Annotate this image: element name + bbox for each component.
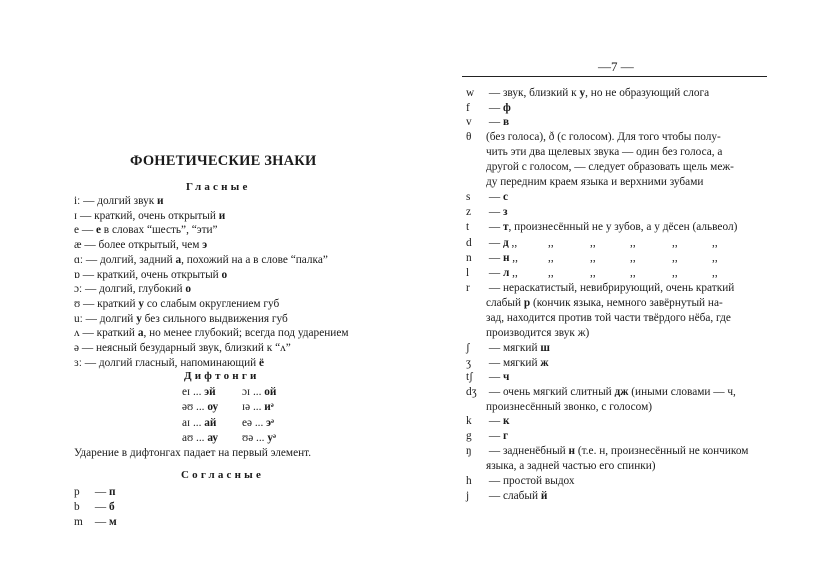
header-rule (462, 76, 767, 77)
russian-equivalent: е (95, 224, 101, 237)
ditto-mark: ,, (548, 252, 554, 264)
description-text: — краткий (80, 297, 139, 310)
ditto-mark: ,, (630, 237, 636, 249)
description-text: (без голоса), ð (с голосом). Для того чтобы полу- (486, 131, 721, 143)
diphthongs-heading: Дифтонги (184, 370, 260, 382)
diphthong-cell (242, 416, 302, 431)
russian-equivalent: у (136, 312, 142, 325)
phonetic-symbol: ʊ (74, 297, 81, 310)
phonetic-symbol: z (466, 206, 472, 218)
description-text: языка, а задней частью его спинки) (486, 460, 656, 472)
consonant-row (466, 266, 518, 281)
phonetic-symbol: ɔː (74, 283, 83, 296)
description-text: слабый р (кончик языка, немного завёрнутый на- (486, 297, 723, 309)
dash: — (92, 486, 109, 498)
phonetic-symbol: ʒ (466, 357, 472, 369)
ditto-mark: ,, (630, 252, 636, 264)
description-text: — з (486, 206, 508, 218)
vowel-row (74, 326, 348, 341)
russian-equivalent: г (502, 430, 509, 442)
consonant-row (74, 485, 115, 500)
description-text: — простой выдох (486, 475, 575, 487)
phonetic-symbol: r (466, 282, 470, 294)
phonetic-symbol: aɪ ... (182, 416, 205, 429)
phonetic-symbol: m (74, 516, 83, 528)
description-text: — ч (486, 371, 510, 383)
diphthong-row (182, 431, 302, 446)
russian-equivalent: о (185, 283, 192, 296)
description-text: — звук, близкий к у, но не образующий слога (486, 87, 710, 99)
description-text: — более открытый, чем (81, 239, 203, 252)
russian-equivalent: р (523, 297, 531, 309)
diphthong-row (182, 385, 302, 400)
phonetic-symbol: tʃ (466, 371, 473, 383)
russian-equivalent: а (137, 327, 144, 340)
ditto-mark: ,, (548, 237, 554, 249)
consonant-row (466, 400, 652, 415)
description-text: — д ,, (486, 237, 518, 249)
russian-equivalent: э (202, 239, 208, 252)
russian-equivalent: а (175, 253, 182, 266)
description-text: — мягкий ш (486, 342, 550, 354)
consonant-row (466, 429, 508, 444)
ditto-mark: ,, (672, 252, 678, 264)
phonetic-symbol: ʃ (466, 342, 470, 354)
consonant-row (466, 220, 737, 235)
description-text: — очень мягкий слитный дж (иными словами — ч, (486, 386, 736, 398)
description-text: , похожий на а в слове “палка” (181, 253, 328, 266)
vowel-row (74, 268, 227, 283)
vowel-row (74, 282, 191, 297)
description-text: — ф (486, 102, 511, 114)
russian-equivalent: м (108, 516, 117, 528)
russian-equivalent: ж (540, 357, 549, 369)
russian-equivalent: у (579, 87, 586, 99)
description-text: — н ,, (486, 252, 518, 264)
russian-equivalent: ё (259, 356, 265, 369)
russian-equivalent: с (502, 191, 508, 203)
consonant-row (466, 86, 709, 101)
russian-equivalent: л (502, 267, 510, 279)
phonetic-symbol: ə (74, 342, 80, 354)
russian-equivalent: ау (207, 431, 219, 444)
ditto-mark: ,, (712, 267, 718, 279)
description-text: в словах “шесть”, “эти” (100, 224, 218, 237)
russian-equivalent: иᵊ (264, 401, 274, 414)
russian-equivalent: ай (204, 416, 217, 429)
phonetic-symbol: iː (74, 195, 81, 207)
phonetic-symbol: g (466, 430, 472, 442)
vowel-row (74, 253, 328, 268)
phonetic-symbol: aʊ ... (182, 431, 208, 444)
description-text: — долгий (82, 312, 137, 325)
phonetic-symbol: p (74, 486, 80, 498)
russian-equivalent: д (502, 237, 509, 249)
phonetic-symbol: d (466, 237, 472, 249)
description-text: — нераскатистый, невибрирующий, очень краткий (486, 282, 735, 294)
description-text: произнесённый звонко, с голосом) (486, 401, 653, 413)
consonant-row (466, 326, 589, 341)
ditto-mark: ,, (712, 252, 718, 264)
description-text: — мягкий ж (486, 357, 549, 369)
description-text: — задненёбный н (т.е. н, произнесённый не кончиком (486, 445, 749, 457)
diphthong-note: Ударение в дифтонгах падает на первый элемент. (74, 447, 312, 459)
phonetic-symbol: əʊ ... (182, 401, 208, 414)
phonetic-symbol: l (466, 267, 470, 279)
consonant-row (466, 311, 731, 326)
russian-equivalent: к (502, 415, 510, 427)
vowel-row (74, 297, 279, 312)
consonant-row (74, 500, 115, 515)
vowel-row (74, 356, 264, 371)
page-title: ФОНЕТИЧЕСКИЕ ЗНАКИ (130, 153, 317, 169)
consonant-row (466, 459, 656, 474)
russian-equivalent: и (218, 209, 226, 222)
russian-equivalent: й (540, 490, 548, 502)
vowel-row (74, 312, 288, 327)
consonant-row (466, 370, 509, 385)
russian-equivalent: дж (614, 386, 629, 398)
phonetic-symbol: j (466, 490, 470, 502)
phonetic-symbol: eə ... (242, 416, 267, 429)
consonant-row (466, 296, 723, 311)
russian-equivalent: эᵊ (266, 416, 274, 429)
russian-equivalent: ч (502, 371, 510, 383)
phonetic-symbol: uː (74, 312, 83, 325)
consonant-row (466, 190, 508, 205)
russian-equivalent: н (502, 252, 510, 264)
description-text: со слабым округлением губ (144, 297, 280, 310)
description-text: производится звук ж) (486, 327, 590, 339)
ditto-mark: ,, (548, 267, 554, 279)
description-text: — слабый й (486, 490, 548, 502)
consonant-row (466, 115, 509, 130)
consonant-row (466, 160, 734, 175)
ditto-mark: ,, (712, 237, 718, 249)
diphthong-cell (182, 385, 242, 400)
consonant-row (466, 281, 734, 296)
vowel-row (74, 223, 218, 238)
diphthong-row (182, 400, 302, 415)
diphthong-cell (242, 385, 302, 400)
description-text: — долгий звук (80, 195, 158, 207)
description-text: — краткий (79, 327, 138, 340)
description-text: — с (486, 191, 508, 203)
vowel-row (74, 238, 207, 253)
consonant-row (466, 474, 575, 489)
description-text: — краткий, очень открытый (79, 268, 222, 281)
phonetic-symbol: ʊə ... (242, 431, 268, 444)
dash: — (92, 516, 109, 528)
russian-equivalent: уᵊ (267, 431, 276, 444)
consonant-row (466, 341, 550, 356)
consonant-row (466, 175, 703, 190)
phonetic-symbol: t (466, 221, 470, 233)
description-text: другой с голосом, — следует образовать щель меж- (486, 161, 734, 173)
russian-equivalent: н (568, 445, 576, 457)
description-text: — к (486, 415, 510, 427)
consonant-row (466, 130, 721, 145)
russian-equivalent: ш (540, 342, 550, 354)
description-text: без сильного выдвижения губ (141, 312, 288, 325)
ditto-mark: ,, (672, 267, 678, 279)
ditto-mark: ,, (590, 237, 596, 249)
description-text: — (79, 224, 96, 237)
description-text: — л ,, (486, 267, 518, 279)
diphthong-cell (182, 431, 242, 446)
russian-equivalent: в (502, 116, 510, 128)
description-text: — в (486, 116, 510, 128)
russian-equivalent: п (108, 486, 116, 498)
diphthong-row (182, 416, 302, 431)
ditto-mark: ,, (590, 267, 596, 279)
phonetic-symbol: ɔɪ ... (242, 386, 265, 398)
phonetic-symbol: θ (466, 131, 472, 143)
phonetic-symbol: ɑː (74, 253, 84, 266)
consonant-row (466, 444, 748, 459)
description-text: — неясный безударный звук, близкий к “ʌ” (79, 342, 291, 354)
phonetic-symbol: h (466, 475, 472, 487)
russian-equivalent: эй (204, 386, 216, 398)
phonetic-symbol: æ (74, 239, 82, 252)
phonetic-symbol: k (466, 415, 472, 427)
description-text: — долгий, глубокий (82, 283, 186, 296)
consonant-row (466, 356, 549, 371)
consonant-row (466, 385, 736, 400)
diphthong-cell (182, 400, 242, 415)
consonant-row (466, 205, 508, 220)
phonetic-symbol: dʒ (466, 386, 477, 398)
russian-equivalent: т (502, 221, 509, 233)
description-text: — г (486, 430, 509, 442)
phonetic-symbol: ŋ (466, 445, 472, 457)
phonetic-symbol: s (466, 191, 471, 203)
russian-equivalent: ф (502, 102, 511, 114)
russian-equivalent: б (108, 501, 115, 513)
ditto-mark: ,, (630, 267, 636, 279)
russian-equivalent: и (157, 195, 164, 207)
russian-equivalent: оу (207, 401, 219, 414)
diphthong-cell (182, 416, 242, 431)
description-text: — краткий, очень открытый (77, 209, 219, 222)
phonetic-symbol: ʌ (74, 327, 80, 340)
dash: — (92, 501, 109, 513)
description-text: — долгий, задний (83, 253, 176, 266)
phonetic-symbol: eɪ ... (182, 386, 205, 398)
phonetic-symbol: e (74, 224, 80, 237)
phonetic-symbol: ɜː (74, 356, 82, 369)
consonant-row (74, 515, 117, 530)
phonetic-symbol: ɪə ... (242, 401, 265, 414)
diphthong-cell (242, 400, 302, 415)
ditto-mark: ,, (590, 252, 596, 264)
phonetic-symbol: ɒ (74, 268, 80, 281)
phonetic-symbol: w (466, 87, 475, 99)
consonant-row (466, 251, 518, 266)
consonant-row (466, 414, 509, 429)
phonetic-symbol: f (466, 102, 470, 114)
russian-equivalent: ой (264, 386, 277, 398)
phonetic-symbol: n (466, 252, 472, 264)
phonetic-symbol: b (74, 501, 80, 513)
description-text: чить эти два щелевых звука — один без голоса, а (486, 146, 723, 158)
consonants-heading: Согласные (181, 469, 265, 481)
consonant-row (466, 145, 722, 160)
description-text: — т, произнесённый не у зубов, а у дёсен (альвеол) (486, 221, 738, 233)
consonant-row (466, 101, 511, 116)
russian-equivalent: о (221, 268, 228, 281)
ditto-mark: ,, (672, 237, 678, 249)
vowels-heading: Гласные (186, 181, 251, 193)
vowel-row (74, 341, 291, 356)
description-text: — долгий гласный, напоминающий (81, 356, 260, 369)
phonetic-symbol: v (466, 116, 472, 128)
page-number: —7 — (598, 59, 634, 74)
phonetic-symbol: ɪ (74, 209, 78, 222)
diphthong-cell (242, 431, 302, 446)
description-text: ду передним краем языка и верхними зубами (486, 176, 704, 188)
vowel-row (74, 209, 225, 224)
description-text: , но менее глубокий; всегда под ударением (143, 327, 349, 340)
consonant-row (466, 236, 517, 251)
russian-equivalent: з (502, 206, 508, 218)
description-text: зад, находится против той части твёрдого нёба, где (486, 312, 731, 324)
russian-equivalent: у (138, 297, 145, 310)
consonant-row (466, 489, 547, 504)
vowel-row (74, 194, 164, 209)
